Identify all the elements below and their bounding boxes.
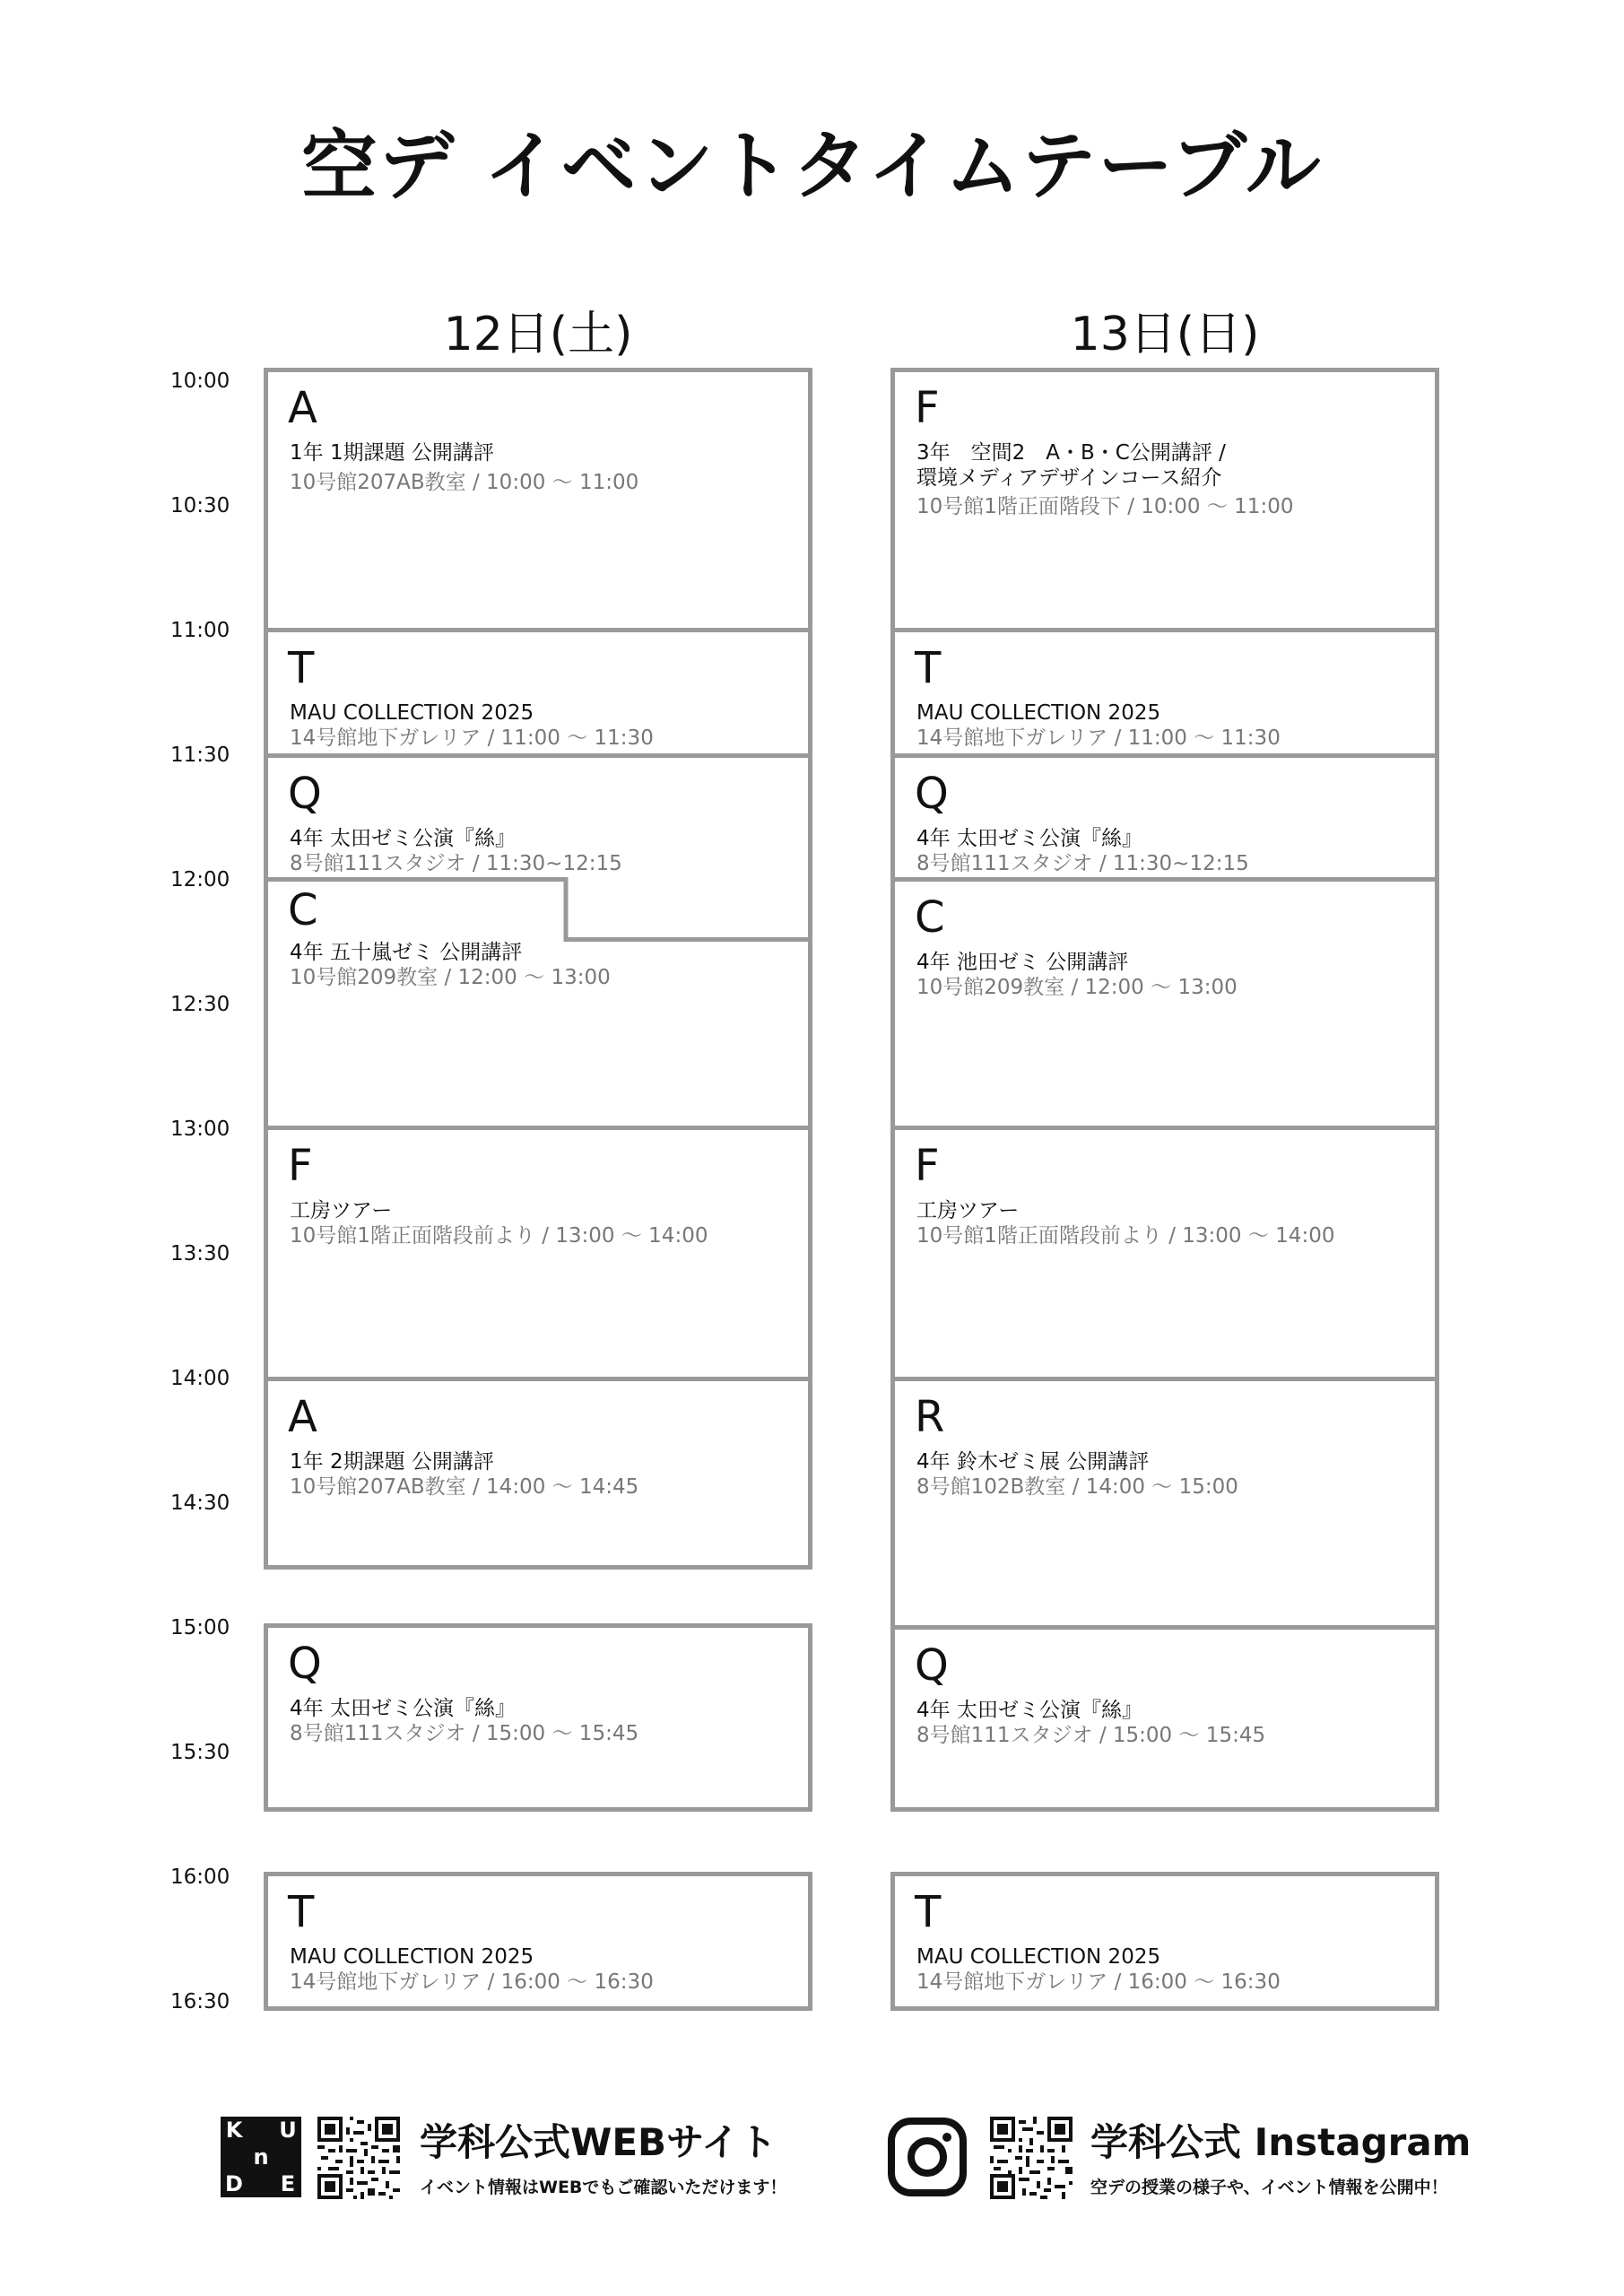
time-label: 14:00 bbox=[170, 1367, 230, 1390]
event-place: 10号館1階正面階段下 / 10:00 〜 11:00 bbox=[916, 495, 1294, 518]
event-name: MAU COLLECTION 2025 bbox=[916, 701, 1161, 725]
event-name: 1年 1期課題 公開講評 bbox=[290, 441, 494, 465]
event-place: 14号館地下ガレリア / 16:00 〜 16:30 bbox=[916, 1970, 1281, 1994]
event-place: 10号館1階正面階段前より / 13:00 〜 14:00 bbox=[916, 1224, 1335, 1248]
event-code: F bbox=[288, 1141, 313, 1191]
time-label: 10:00 bbox=[170, 370, 230, 393]
time-label: 13:00 bbox=[170, 1118, 230, 1141]
event-code: T bbox=[288, 1887, 315, 1937]
event-place: 8号館102B教室 / 14:00 〜 15:00 bbox=[916, 1475, 1238, 1499]
event-code: A bbox=[288, 383, 317, 433]
page-title: 空デ イベントタイムテーブル bbox=[301, 122, 1323, 210]
event-name: 4年 太田ゼミ公演『絲』 bbox=[290, 1697, 516, 1720]
event-name: 4年 太田ゼミ公演『絲』 bbox=[916, 827, 1142, 850]
time-label: 12:00 bbox=[170, 868, 230, 891]
event-code: T bbox=[915, 1887, 942, 1937]
event-place: 8号館111スタジオ / 15:00 〜 15:45 bbox=[916, 1724, 1266, 1747]
qr-code-icon[interactable] bbox=[317, 2117, 400, 2199]
event-block-sat-f bbox=[264, 1126, 812, 1381]
web-text-group bbox=[420, 2113, 786, 2198]
time-label: 10:30 bbox=[170, 494, 230, 517]
logo-letter: D bbox=[225, 2171, 243, 2196]
event-block-sun-r bbox=[890, 1377, 1439, 1630]
event-place: 8号館111スタジオ / 11:30~12:15 bbox=[916, 852, 1249, 875]
time-label: 14:30 bbox=[170, 1492, 230, 1515]
event-code: F bbox=[915, 1141, 940, 1191]
event-name: MAU COLLECTION 2025 bbox=[290, 701, 534, 725]
event-code: A bbox=[288, 1392, 317, 1442]
event-name: MAU COLLECTION 2025 bbox=[916, 1945, 1161, 1969]
event-name: 1年 2期課題 公開講評 bbox=[290, 1450, 494, 1474]
time-label: 11:30 bbox=[170, 744, 230, 767]
logo-letter: K bbox=[225, 2118, 243, 2143]
time-label: 11:00 bbox=[170, 619, 230, 642]
event-place: 14号館地下ガレリア / 11:00 〜 11:30 bbox=[290, 726, 654, 750]
time-label: 15:00 bbox=[170, 1616, 230, 1639]
event-name: 工房ツアー bbox=[290, 1199, 393, 1222]
day-header-sun: 13日(日) bbox=[1070, 308, 1260, 361]
event-code: T bbox=[288, 643, 315, 693]
web-subtitle: イベント情報はWEBでもご確認いただけます！ bbox=[420, 2178, 787, 2197]
kude-logo bbox=[221, 2117, 301, 2197]
event-block-sat-t2 bbox=[264, 1872, 812, 2011]
event-place: 8号館111スタジオ / 15:00 〜 15:45 bbox=[290, 1722, 639, 1745]
event-block-sun-q2 bbox=[890, 1625, 1439, 1812]
step-border bbox=[264, 877, 812, 942]
instagram-icon[interactable] bbox=[888, 2118, 967, 2196]
ig-subtitle: 空デの授業の様子や、イベント情報を公開中！ bbox=[1090, 2178, 1448, 2197]
event-code: Q bbox=[288, 1639, 322, 1689]
event-block-sun-f2 bbox=[890, 1126, 1439, 1381]
event-place: 14号館地下ガレリア / 16:00 〜 16:30 bbox=[290, 1970, 654, 1994]
event-name: 4年 鈴木ゼミ展 公開講評 bbox=[916, 1450, 1150, 1474]
event-code: F bbox=[915, 383, 940, 433]
event-block-sun-q bbox=[890, 753, 1439, 883]
event-name: 4年 池田ゼミ 公開講評 bbox=[916, 951, 1129, 974]
event-code: Q bbox=[288, 769, 322, 819]
event-name: 3年 空間2 A・B・C公開講評 / 環境メディアデザインコース紹介 bbox=[916, 441, 1226, 490]
event-name: 4年 太田ゼミ公演『絲』 bbox=[916, 1699, 1142, 1722]
time-label: 13:30 bbox=[170, 1242, 230, 1265]
day-header-sat: 12日(土) bbox=[443, 308, 633, 361]
time-label: 12:30 bbox=[170, 993, 230, 1016]
event-code: C bbox=[288, 885, 318, 935]
event-place: 10号館209教室 / 12:00 〜 13:00 bbox=[916, 976, 1238, 999]
event-code: Q bbox=[915, 1640, 949, 1691]
event-name: 4年 太田ゼミ公演『絲』 bbox=[290, 827, 516, 850]
logo-letter: U bbox=[279, 2118, 297, 2143]
event-block-sun-c bbox=[890, 877, 1439, 1130]
time-label: 16:00 bbox=[170, 1866, 230, 1889]
event-place: 10号館207AB教室 / 14:00 〜 14:45 bbox=[290, 1475, 639, 1499]
event-place: 10号館209教室 / 12:00 〜 13:00 bbox=[290, 966, 611, 989]
event-block-sun-f bbox=[890, 368, 1439, 632]
ig-title[interactable]: 学科公式 Instagram bbox=[1090, 2120, 1472, 2164]
qr-code-icon[interactable] bbox=[990, 2117, 1073, 2199]
time-label: 15:30 bbox=[170, 1741, 230, 1764]
event-name: MAU COLLECTION 2025 bbox=[290, 1945, 534, 1969]
event-block-sat-c bbox=[264, 877, 812, 1130]
event-block-sat-t bbox=[264, 628, 812, 758]
logo-letter: E bbox=[280, 2171, 296, 2196]
event-name: 工房ツアー bbox=[916, 1199, 1020, 1222]
event-code: R bbox=[915, 1392, 945, 1442]
event-place: 10号館207AB教室 / 10:00 〜 11:00 bbox=[290, 471, 639, 494]
event-block-sun-t2 bbox=[890, 1872, 1439, 2011]
event-code: Q bbox=[915, 769, 949, 819]
time-label: 16:30 bbox=[170, 1990, 230, 2013]
web-title[interactable]: 学科公式WEBサイト bbox=[420, 2120, 777, 2164]
event-block-sat-q2 bbox=[264, 1623, 812, 1812]
event-code: T bbox=[915, 643, 942, 693]
logo-letter: n bbox=[253, 2144, 269, 2170]
event-code: C bbox=[915, 892, 945, 943]
event-name: 4年 五十嵐ゼミ 公開講評 bbox=[290, 941, 523, 964]
ig-text-group bbox=[1090, 2113, 1471, 2198]
event-place: 10号館1階正面階段前より / 13:00 〜 14:00 bbox=[290, 1224, 708, 1248]
event-block-sat-a bbox=[264, 368, 812, 632]
event-place: 14号館地下ガレリア / 11:00 〜 11:30 bbox=[916, 726, 1281, 750]
event-block-sat-a2 bbox=[264, 1377, 812, 1570]
event-block-sun-t bbox=[890, 628, 1439, 758]
event-place: 8号館111スタジオ / 11:30~12:15 bbox=[290, 852, 622, 875]
